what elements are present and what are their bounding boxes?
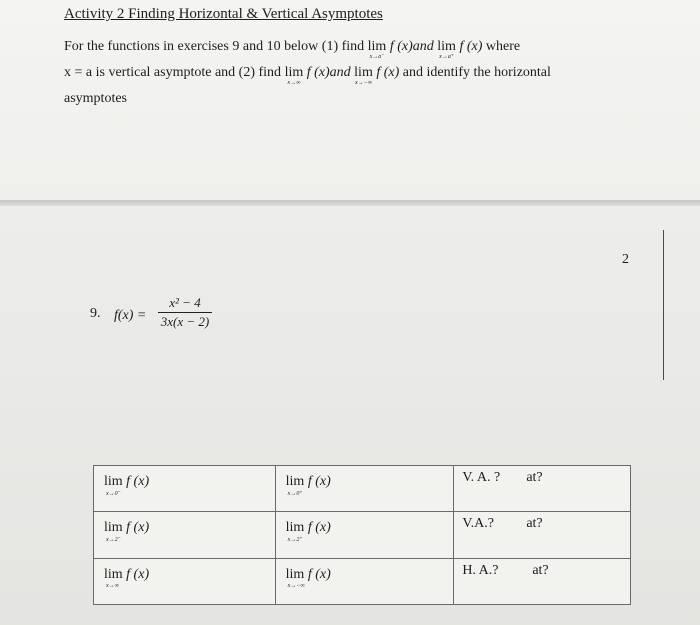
rational-function [158, 296, 212, 329]
exercise-number: 9. [90, 306, 101, 321]
table-row [94, 558, 631, 604]
asymptote-question: H. A.? [462, 562, 499, 578]
table-row [94, 512, 631, 558]
instruction-text: where [482, 39, 521, 54]
instruction-text: x = a is vertical asymptote and (2) find [64, 65, 285, 80]
function-expr: f (x) [376, 65, 400, 80]
limit-expression: lim f (x) x→2⁺ [285, 520, 331, 544]
limit-expression: lim f (x) x→0⁻ [104, 474, 150, 497]
at-question: at? [526, 516, 543, 532]
margin-line [663, 230, 664, 380]
table-row [94, 466, 631, 512]
and-word: and [412, 39, 434, 54]
answer-cell-left-limit[interactable] [94, 512, 276, 558]
asymptote-question: V.A.? [462, 516, 494, 532]
limit-right-a: lim x→a⁺ [437, 39, 456, 60]
fraction-bar [158, 312, 212, 313]
function-lhs: f(x) = [114, 308, 147, 323]
answer-cell-asymptote[interactable] [454, 558, 631, 604]
answer-cell-asymptote[interactable] [454, 466, 631, 512]
limit-expression: lim f (x) x→−∞ [285, 566, 331, 589]
limit-expression: lim f (x) x→0⁺ [285, 474, 331, 497]
limit-neg-inf: lim x→−∞ [354, 65, 373, 86]
answer-table [93, 465, 631, 605]
function-expr: f (x) [459, 39, 483, 54]
asymptote-question: V. A. ? [462, 470, 501, 485]
denominator: 3x(x − 2) [160, 314, 210, 329]
at-question: at? [532, 562, 549, 578]
function-expr: f (x) [389, 39, 413, 54]
answer-cell-left-limit[interactable] [94, 466, 276, 512]
limit-left-a: lim x→a⁻ [367, 39, 387, 60]
page-number: 2 [622, 252, 629, 267]
answer-cell-right-limit[interactable] [275, 558, 454, 604]
answer-cell-left-limit[interactable] [94, 558, 276, 604]
answer-cell-asymptote[interactable] [454, 512, 631, 558]
instructions-line-1 [64, 39, 521, 60]
activity-title: Activity 2 Finding Horizontal & Vertical Asymptotes [64, 6, 383, 22]
and-word: and [329, 65, 351, 80]
at-question: at? [526, 470, 543, 485]
instruction-text: For the functions in exercises 9 and 10 below (1) find [64, 39, 368, 54]
instructions-line-3: asymptotes [64, 91, 127, 106]
limit-pos-inf: lim x→∞ [284, 65, 304, 86]
instructions-line-2 [64, 65, 551, 86]
limit-expression: lim f (x) x→2⁻ [104, 520, 150, 544]
answer-cell-right-limit[interactable] [275, 512, 454, 558]
answer-cell-right-limit[interactable] [275, 466, 454, 512]
numerator: x² − 4 [169, 295, 201, 310]
function-expr: f (x) [306, 65, 330, 80]
instruction-text: and identify the horizontal [399, 65, 551, 80]
limit-expression: lim f (x) x→∞ [104, 566, 150, 589]
